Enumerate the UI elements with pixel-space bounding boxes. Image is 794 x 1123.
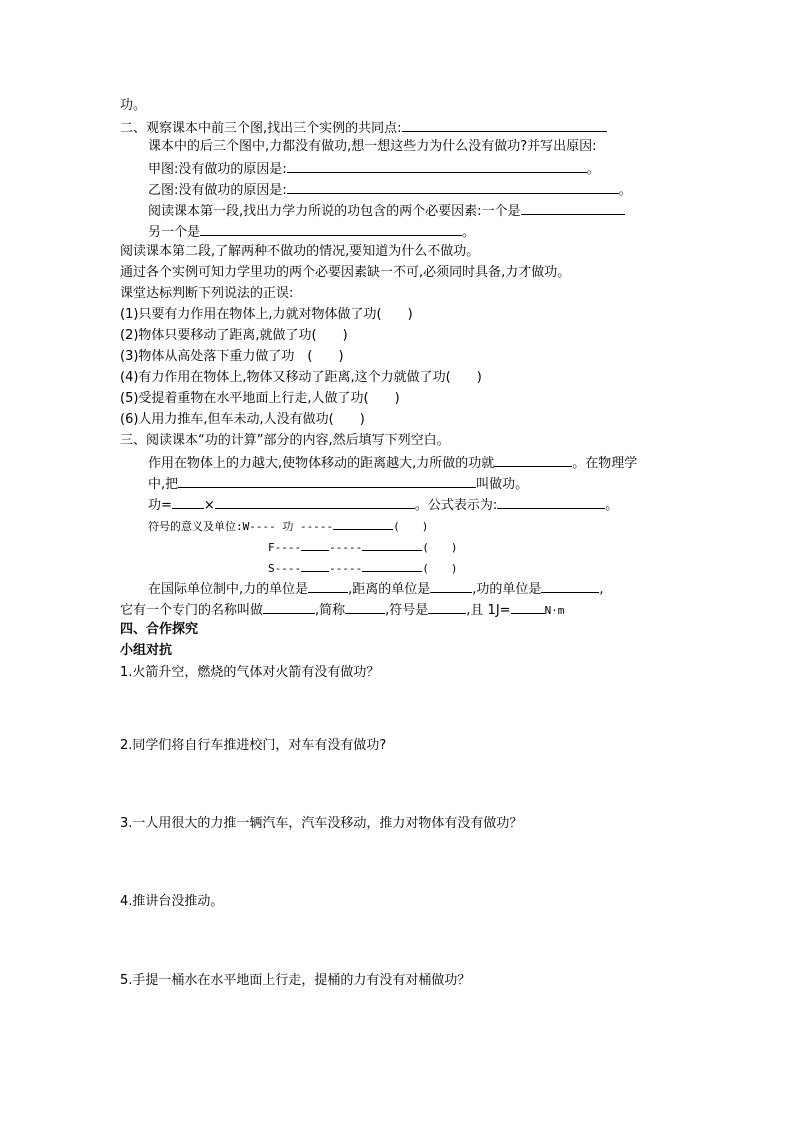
- judge-item-5: (5)受提着重物在水平地面上行走,人做了功( ): [120, 391, 400, 406]
- period: 。: [462, 225, 476, 240]
- abbr-text: ,简称: [315, 603, 346, 618]
- read-second-paragraph: 阅读课本第二段,了解两种不做功的情况,要知道为什么不做功。: [120, 244, 480, 259]
- blank-work-definition[interactable]: [178, 474, 476, 488]
- other-factor-line: [148, 222, 475, 242]
- textbook-latter-figures: 课本中的后三个图中,力都没有做功,想一想这些力为什么没有做功?并写出原因:: [148, 139, 597, 154]
- section-2-text: 二、观察课本中前三个图,找出三个实例的共同点:: [120, 121, 402, 136]
- blank-force-unit[interactable]: [308, 579, 348, 593]
- work-definition-suffix: 叫做功。: [476, 477, 529, 492]
- blank-formula-expression[interactable]: [497, 495, 605, 509]
- paren-blank: ( ): [422, 562, 458, 575]
- blank-f-meaning[interactable]: [301, 537, 329, 551]
- two-factors-conclusion: 通过各个实例可知力学里功的两个必要因素缺一不可,必须同时具备,力才做功。: [120, 265, 571, 280]
- two-factors-line: [148, 201, 625, 221]
- symbol-text: ,符号是: [385, 603, 429, 618]
- group-contest-heading: 小组对抗: [120, 643, 173, 658]
- blank-unit-symbol[interactable]: [428, 600, 466, 614]
- question-1: 1.火箭升空，燃烧的气体对火箭有没有做功？: [120, 665, 380, 680]
- blank-w-unit[interactable]: [333, 516, 393, 530]
- symbol-w-text: 符号的意义及单位:W---- 功 -----: [148, 520, 334, 533]
- other-factor-label: 另一个是: [148, 225, 201, 240]
- si-units-line: [148, 579, 604, 599]
- period: 。: [605, 498, 619, 513]
- unit-name-text: 它有一个专门的名称叫做: [120, 603, 264, 618]
- times-sign: ×: [203, 498, 215, 513]
- judge-item-1: (1)只要有力作用在物体上,力就对物体做了功( ): [120, 307, 413, 322]
- figure-jia-label: 甲图:没有做功的原因是:: [148, 162, 287, 177]
- figure-jia-line: [148, 159, 600, 179]
- paren-blank: ( ): [393, 520, 429, 533]
- unit-name-line: [120, 600, 564, 620]
- line-continuation: 功。: [120, 98, 147, 113]
- figure-yi-label: 乙图:没有做功的原因是:: [148, 183, 287, 198]
- question-3: 3.一人用很大的力推一辆汽车，汽车没移动，推力对物体有没有做功？: [120, 816, 523, 831]
- blank-yi-reason[interactable]: [287, 180, 619, 194]
- blank-formula-factor-2[interactable]: [215, 495, 415, 509]
- joule-text: ,且 1J=: [466, 603, 511, 618]
- period: 。: [586, 162, 600, 177]
- work-amount-line: [148, 453, 637, 473]
- symbol-s-text: S----: [268, 562, 302, 575]
- work-equals: 功=: [148, 498, 172, 513]
- newton-meter: N·m: [544, 604, 565, 617]
- blank-joule-value[interactable]: [511, 600, 545, 614]
- section-3-heading: 三、阅读课本“功的计算”部分的内容,然后填写下列空白。: [120, 433, 450, 448]
- blank-jia-reason[interactable]: [287, 159, 587, 173]
- blank-factor-two[interactable]: [200, 222, 462, 236]
- physics-text: 。在物理学: [572, 456, 638, 471]
- symbol-f-text: F----: [268, 541, 302, 554]
- blank-unit-abbr[interactable]: [345, 600, 385, 614]
- blank-work-unit[interactable]: [541, 579, 599, 593]
- blank-unit-name[interactable]: [263, 600, 315, 614]
- blank-formula-factor-1[interactable]: [172, 495, 204, 509]
- si-work-text: ,功的单位是: [472, 582, 542, 597]
- judge-heading: 课堂达标判断下列说法的正误:: [120, 286, 294, 301]
- two-factors-text: 阅读课本第一段,找出力学力所说的功包含的两个必要因素:一个是: [148, 204, 521, 219]
- blank-s-unit[interactable]: [362, 558, 422, 572]
- blank-factor-one[interactable]: [521, 201, 625, 215]
- work-amount-text: 作用在物体上的力越大,使物体移动的距离越大,力所做的功就: [148, 456, 495, 471]
- symbol-f-line: [268, 537, 458, 557]
- blank-common-point[interactable]: [402, 118, 607, 132]
- judge-item-2: (2)物体只要移动了距离,就做了功( ): [120, 328, 348, 343]
- judge-item-4: (4)有力作用在物体上,物体又移动了距离,这个力就做了功( ): [120, 370, 482, 385]
- si-distance-text: ,距离的单位是: [348, 582, 431, 597]
- section-2-heading: [120, 118, 607, 138]
- question-5: 5.手提一桶水在水平地面上行走，提桶的力有没有对桶做功？: [120, 973, 471, 988]
- judge-item-6: (6)人用力推车,但车未动,人没有做功( ): [120, 412, 365, 427]
- paren-blank: ( ): [422, 541, 458, 554]
- blank-f-unit[interactable]: [362, 537, 422, 551]
- figure-yi-line: [148, 180, 632, 200]
- question-2: 2.同学们将自行车推进校门，对车有没有做功?: [120, 738, 387, 753]
- blank-s-meaning[interactable]: [301, 558, 329, 572]
- judge-item-3: (3)物体从高处落下重力做了功 ( ): [120, 349, 344, 364]
- blank-distance-unit[interactable]: [430, 579, 472, 593]
- symbol-s-line: [268, 558, 458, 578]
- comma: ,: [599, 582, 604, 597]
- dashes: -----: [329, 562, 363, 575]
- blank-work-amount[interactable]: [494, 453, 572, 467]
- question-4: 4.推讲台没推动。: [120, 894, 224, 909]
- dashes: -----: [329, 541, 363, 554]
- work-definition-prefix: 中,把: [148, 477, 179, 492]
- section-4-heading: 四、合作探究: [120, 622, 199, 637]
- period: 。: [618, 183, 632, 198]
- symbol-w-line: [148, 516, 428, 536]
- formula-label: 。公式表示为:: [414, 498, 498, 513]
- work-formula-line: [148, 495, 618, 515]
- si-force-text: 在国际单位制中,力的单位是: [148, 582, 309, 597]
- work-definition-line: [148, 474, 528, 494]
